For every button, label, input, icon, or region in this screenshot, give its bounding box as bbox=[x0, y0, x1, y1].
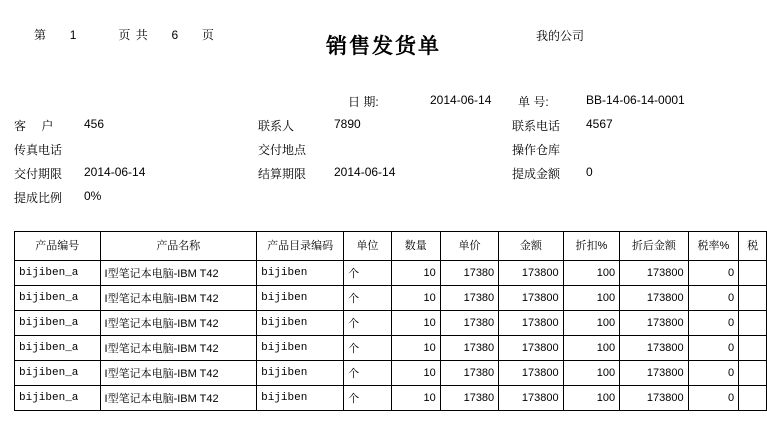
phone-label: 联系电话 bbox=[512, 119, 561, 133]
cell-discounted-amount: 173800 bbox=[620, 311, 689, 336]
pager-suffix: 页 bbox=[201, 28, 215, 42]
cell-catalog-code: bijiben bbox=[257, 261, 344, 286]
meta-row-customer bbox=[0, 117, 767, 141]
cell-tax bbox=[739, 361, 767, 386]
cell-unit: 个 bbox=[344, 286, 392, 311]
cell-quantity: 10 bbox=[391, 386, 440, 411]
cell-quantity: 10 bbox=[391, 336, 440, 361]
cell-discounted-amount: 173800 bbox=[620, 261, 689, 286]
col-discounted-amount: 折后金额 bbox=[620, 232, 689, 261]
commission-rate-value: 0% bbox=[84, 189, 102, 203]
cell-product-name: I型笔记本电脑-IBM T42 bbox=[100, 336, 257, 361]
col-amount: 金额 bbox=[499, 232, 563, 261]
meta-row-date bbox=[0, 93, 767, 117]
cell-tax bbox=[739, 386, 767, 411]
col-unit: 单位 bbox=[344, 232, 392, 261]
company-name: 我的公司 bbox=[536, 29, 585, 43]
cell-tax-rate: 0 bbox=[688, 261, 738, 286]
col-product-code: 产品编号 bbox=[15, 232, 101, 261]
order-number-value: BB-14-06-14-0001 bbox=[586, 93, 685, 107]
cell-unit: 个 bbox=[344, 261, 392, 286]
cell-quantity: 10 bbox=[391, 261, 440, 286]
customer-value: 456 bbox=[84, 117, 105, 131]
cell-catalog-code: bijiben bbox=[257, 361, 344, 386]
contact-value: 7890 bbox=[334, 117, 361, 131]
cell-tax-rate: 0 bbox=[688, 286, 738, 311]
col-quantity: 数量 bbox=[391, 232, 440, 261]
pager-total-pages: 6 bbox=[171, 28, 180, 42]
commission-amount-value: 0 bbox=[586, 165, 593, 179]
table-body bbox=[15, 261, 767, 411]
cell-product-name: I型笔记本电脑-IBM T42 bbox=[100, 261, 257, 286]
cell-discount-percent: 100 bbox=[563, 311, 619, 336]
cell-tax bbox=[739, 336, 767, 361]
cell-unit-price: 17380 bbox=[440, 311, 498, 336]
cell-tax bbox=[739, 286, 767, 311]
table-header-row bbox=[15, 232, 767, 261]
order-number-label: 单 号: bbox=[518, 95, 549, 109]
commission-amount-label: 提成金额 bbox=[512, 167, 561, 181]
cell-unit: 个 bbox=[344, 386, 392, 411]
items-table bbox=[14, 231, 767, 411]
cell-discount-percent: 100 bbox=[563, 286, 619, 311]
contact-label: 联系人 bbox=[258, 119, 295, 133]
cell-quantity: 10 bbox=[391, 361, 440, 386]
cell-product-code: bijiben_a bbox=[15, 261, 101, 286]
col-product-name: 产品名称 bbox=[100, 232, 257, 261]
cell-amount: 173800 bbox=[499, 386, 563, 411]
cell-catalog-code: bijiben bbox=[257, 311, 344, 336]
phone-value: 4567 bbox=[586, 117, 613, 131]
cell-tax bbox=[739, 311, 767, 336]
cell-unit-price: 17380 bbox=[440, 386, 498, 411]
warehouse-label: 操作仓库 bbox=[512, 143, 561, 157]
cell-tax-rate: 0 bbox=[688, 336, 738, 361]
table-row bbox=[15, 286, 767, 311]
col-catalog-code: 产品目录编码 bbox=[257, 232, 344, 261]
cell-discount-percent: 100 bbox=[563, 361, 619, 386]
cell-discount-percent: 100 bbox=[563, 261, 619, 286]
table-row bbox=[15, 261, 767, 286]
pager-prefix: 第 bbox=[34, 28, 48, 42]
table-row bbox=[15, 361, 767, 386]
fax-label: 传真电话 bbox=[14, 143, 63, 157]
cell-unit-price: 17380 bbox=[440, 261, 498, 286]
customer-label: 客 户 bbox=[14, 119, 60, 133]
settlement-deadline-label: 结算期限 bbox=[258, 167, 307, 181]
cell-unit-price: 17380 bbox=[440, 336, 498, 361]
cell-catalog-code: bijiben bbox=[257, 286, 344, 311]
cell-amount: 173800 bbox=[499, 286, 563, 311]
meta-row-deadline bbox=[0, 165, 767, 189]
cell-discounted-amount: 173800 bbox=[620, 336, 689, 361]
pager-mid: 页 共 bbox=[118, 28, 149, 42]
cell-unit: 个 bbox=[344, 361, 392, 386]
cell-product-code: bijiben_a bbox=[15, 361, 101, 386]
cell-quantity: 10 bbox=[391, 286, 440, 311]
cell-product-name: I型笔记本电脑-IBM T42 bbox=[100, 286, 257, 311]
settlement-deadline-value: 2014-06-14 bbox=[334, 165, 396, 179]
cell-amount: 173800 bbox=[499, 336, 563, 361]
cell-catalog-code: bijiben bbox=[257, 386, 344, 411]
cell-discount-percent: 100 bbox=[563, 386, 619, 411]
cell-unit-price: 17380 bbox=[440, 286, 498, 311]
delivery-deadline-value: 2014-06-14 bbox=[84, 165, 146, 179]
col-discount-percent: 折扣% bbox=[563, 232, 619, 261]
cell-product-code: bijiben_a bbox=[15, 286, 101, 311]
meta-row-rate bbox=[0, 189, 767, 213]
col-tax-rate: 税率% bbox=[688, 232, 738, 261]
cell-product-name: I型笔记本电脑-IBM T42 bbox=[100, 361, 257, 386]
date-value: 2014-06-14 bbox=[430, 93, 492, 107]
cell-tax bbox=[739, 261, 767, 286]
cell-product-name: I型笔记本电脑-IBM T42 bbox=[100, 386, 257, 411]
table-row bbox=[15, 336, 767, 361]
document-meta bbox=[0, 93, 767, 213]
col-tax: 税 bbox=[739, 232, 767, 261]
commission-rate-label: 提成比例 bbox=[14, 191, 63, 205]
cell-unit: 个 bbox=[344, 311, 392, 336]
cell-amount: 173800 bbox=[499, 261, 563, 286]
cell-tax-rate: 0 bbox=[688, 386, 738, 411]
cell-unit-price: 17380 bbox=[440, 361, 498, 386]
cell-discounted-amount: 173800 bbox=[620, 361, 689, 386]
cell-unit: 个 bbox=[344, 336, 392, 361]
table-row bbox=[15, 386, 767, 411]
cell-product-name: I型笔记本电脑-IBM T42 bbox=[100, 311, 257, 336]
cell-quantity: 10 bbox=[391, 311, 440, 336]
col-unit-price: 单价 bbox=[440, 232, 498, 261]
table-row bbox=[15, 311, 767, 336]
cell-discounted-amount: 173800 bbox=[620, 386, 689, 411]
cell-product-code: bijiben_a bbox=[15, 386, 101, 411]
cell-product-code: bijiben_a bbox=[15, 311, 101, 336]
cell-tax-rate: 0 bbox=[688, 361, 738, 386]
date-label: 日 期: bbox=[348, 95, 379, 109]
cell-amount: 173800 bbox=[499, 311, 563, 336]
cell-amount: 173800 bbox=[499, 361, 563, 386]
delivery-address-label: 交付地点 bbox=[258, 143, 307, 157]
page-title: 销售发货单 bbox=[326, 35, 441, 58]
cell-catalog-code: bijiben bbox=[257, 336, 344, 361]
meta-row-fax bbox=[0, 141, 767, 165]
pager-current-page: 1 bbox=[69, 28, 78, 42]
cell-discounted-amount: 173800 bbox=[620, 286, 689, 311]
delivery-deadline-label: 交付期限 bbox=[14, 167, 63, 181]
cell-discount-percent: 100 bbox=[563, 336, 619, 361]
cell-product-code: bijiben_a bbox=[15, 336, 101, 361]
cell-tax-rate: 0 bbox=[688, 311, 738, 336]
